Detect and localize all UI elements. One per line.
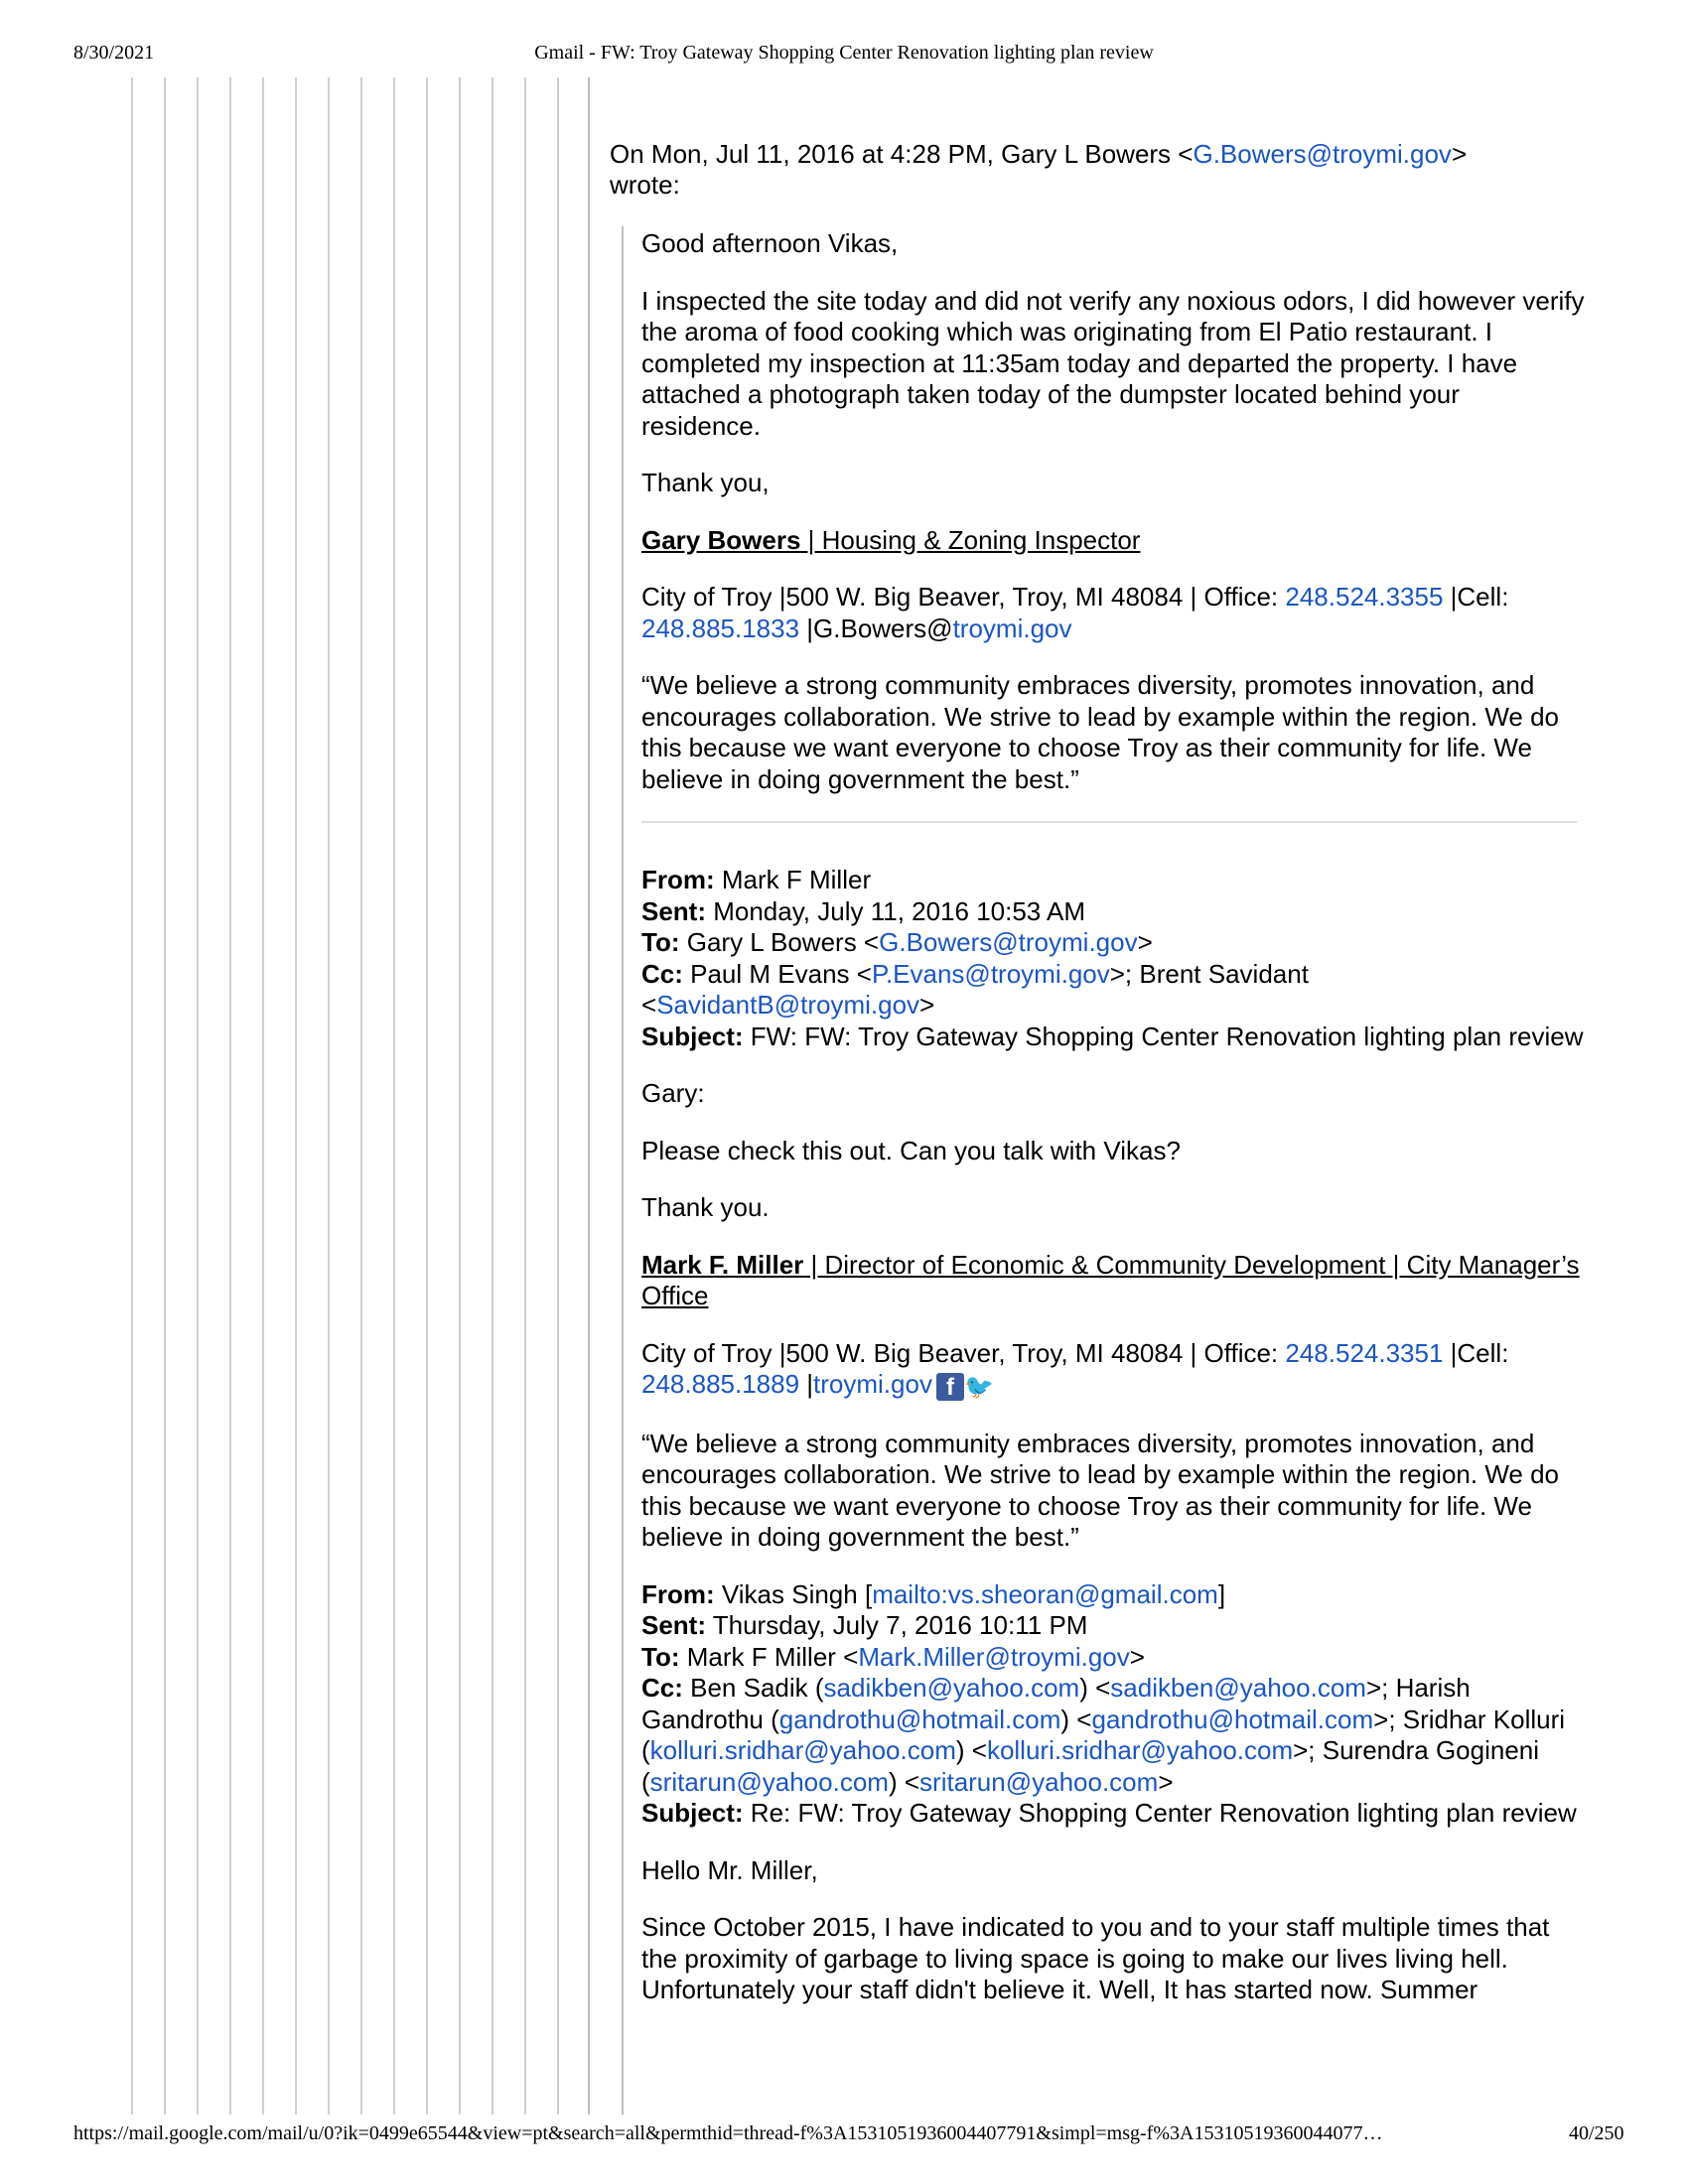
miller-from-value: Mark F Miller [714,865,872,894]
singh-cc-email-link[interactable]: sritarun@yahoo.com [649,1766,889,1797]
singh-cc-email-link[interactable]: gandrothu@hotmail.com [1091,1704,1374,1734]
miller-cell-phone-link[interactable]: 248.885.1889 [641,1369,800,1399]
quote-line [328,77,330,2115]
singh-to-email-link[interactable]: Mark.Miller@troymi.gov [858,1641,1130,1672]
miller-cc-email2-link[interactable]: SavidantB@troymi.gov [656,990,920,1020]
miller-salutation: Gary: [641,1078,705,1108]
singh-subject-value: Re: FW: Troy Gateway Shopping Center Renovation lighting plan review [743,1798,1577,1828]
social-icons [936,1371,994,1403]
quote-line [524,77,526,2115]
miller-to-label: To: [641,927,680,957]
miller-from-label: From: [641,865,715,894]
attribution-suffix: > [1451,139,1468,169]
miller-office-phone-link[interactable]: 248.524.3351 [1285,1337,1444,1368]
singh-sent-value: Thursday, July 7, 2016 10:11 PM [706,1610,1088,1640]
singh-cc-close: > [1158,1766,1174,1797]
singh-salutation: Hello Mr. Miller, [641,1854,818,1885]
quote-line [360,77,362,2115]
singh-cc-text: ) < [1079,1673,1111,1703]
bowers-address: City of Troy |500 W. Big Beaver, Troy, MI 48084 | Office: [641,582,1286,612]
miller-motto: “We believe a strong community embraces diversity, promotes innovation, and encourages collaboration. We strive to lead by example within the region. We do this because we want everyone to choose Troy as their community for life. We believe in doing government the best.” [641,1428,1560,1552]
singh-from-label: From: [641,1578,715,1609]
facebook-icon[interactable]: f [936,1373,964,1401]
singh-to-close: > [1129,1641,1145,1672]
miller-cell-label: |Cell: [1443,1337,1509,1368]
miller-cc-name1: Paul M Evans < [682,958,872,989]
miller-cc-close: > [919,990,935,1020]
singh-to-name: Mark F Miller < [679,1641,859,1672]
singh-sent-label: Sent: [641,1610,706,1640]
bowers-email-domain-link[interactable]: troymi.gov [952,613,1072,643]
miller-sig-title: | Director of Economic & Community Development | City Manager’s Office [641,1249,1580,1310]
singh-from-close: ] [1217,1578,1226,1609]
miller-address: City of Troy |500 W. Big Beaver, Troy, MI 48084 | Office: [641,1337,1286,1368]
singh-to-label: To: [641,1641,680,1672]
bowers-greeting: Good afternoon Vikas, [641,228,899,258]
bowers-email-prefix: |G.Bowers@ [799,613,953,643]
miller-to-name: Gary L Bowers < [679,927,880,957]
attribution-wrote: wrote: [610,170,680,200]
page-number: 40/250 [1569,2122,1624,2144]
miller-website-link[interactable]: troymi.gov [813,1369,932,1399]
attribution-email-link[interactable]: G.Bowers@troymi.gov [1193,139,1452,169]
quote-line [459,77,461,2115]
singh-cc-text: ) < [1060,1704,1092,1734]
attribution [610,139,1563,201]
print-date: 8/30/2021 [73,42,155,64]
singh-cc-email-link[interactable]: sadikben@yahoo.com [823,1673,1080,1703]
singh-cc-email-link[interactable]: sritarun@yahoo.com [919,1766,1159,1797]
singh-cc-email-link[interactable]: kolluri.sridhar@yahoo.com [986,1735,1294,1765]
miller-subject-value: FW: FW: Troy Gateway Shopping Center Renovation lighting plan review [743,1021,1584,1051]
bowers-motto: “We believe a strong community embraces diversity, promotes innovation, and encourages collaboration. We strive to lead by example within the region. We do this because we want everyone to choose Troy as their community for life. We believe in doing government the best.” [641,670,1560,794]
miller-cc-sep: >; Brent Savidant < [641,958,1309,1020]
bowers-thanks: Thank you, [641,468,770,497]
bowers-cell-phone-link[interactable]: 248.885.1833 [641,613,800,643]
quote-line [588,77,590,2115]
singh-subject-label: Subject: [641,1798,744,1828]
singh-cc-text: >; Harish Gandrothu ( [641,1673,1471,1734]
quote-line [295,77,297,2115]
singh-headers [641,1579,1585,1830]
miller-cc-label: Cc: [641,958,683,989]
print-url: https://mail.google.com/mail/u/0?ik=0499e65544&view=pt&search=all&permthid=thread-f%3A1531051936004407791&simpl=msg-f%3A15310519360044077… [73,2122,1383,2144]
bowers-body: I inspected the site today and did not verify any noxious odors, I did however verify the aroma of food cooking which was originating from El Patio restaurant. I completed my inspection at 11:35am today and departed the property. I have attached a photograph taken today of the dumpster located behind your residence. [641,285,1585,441]
attribution-prefix: On Mon, Jul 11, 2016 at 4:28 PM, Gary L Bowers < [610,139,1194,169]
miller-contact [641,1338,1585,1403]
singh-cc-text: >; Sridhar Kolluri ( [641,1704,1566,1765]
singh-from-name: Vikas Singh [ [714,1578,873,1609]
singh-cc-text: ) < [888,1766,920,1797]
singh-cc-text: >; Surendra Gogineni ( [641,1735,1540,1797]
miller-sep: | [799,1369,814,1399]
bowers-cell-label: |Cell: [1443,582,1509,612]
bowers-sig-title: | Housing & Zoning Inspector [800,524,1141,555]
miller-cc-email1-link[interactable]: P.Evans@troymi.gov [871,958,1110,989]
miller-thanks: Thank you. [641,1192,770,1222]
miller-to-close: > [1137,927,1153,957]
bowers-sig-name: Gary Bowers [641,524,801,555]
miller-to-email-link[interactable]: G.Bowers@troymi.gov [879,927,1138,957]
miller-sig-name: Mark F. Miller [641,1249,804,1280]
quote-line [164,77,166,2115]
quote-line [197,77,199,2115]
singh-cc-text: Ben Sadik ( [682,1673,824,1703]
quote-line [622,226,624,2115]
quote-line [262,77,264,2115]
singh-cc-email-link[interactable]: sadikben@yahoo.com [1110,1673,1366,1703]
miller-sent-label: Sent: [641,895,706,926]
quoted-message [641,228,1585,2032]
miller-subject-label: Subject: [641,1021,744,1051]
quote-line [426,77,428,2115]
singh-cc-email-link[interactable]: kolluri.sridhar@yahoo.com [649,1735,956,1765]
bowers-office-phone-link[interactable]: 248.524.3355 [1285,582,1444,612]
quote-line [131,77,133,2115]
quote-line [492,77,493,2115]
miller-headers [641,865,1585,1052]
singh-from-email-link[interactable]: mailto:vs.sheoran@gmail.com [872,1578,1218,1609]
miller-sent-value: Monday, July 11, 2016 10:53 AM [706,895,1086,926]
singh-cc-label: Cc: [641,1673,683,1703]
quote-line [557,77,559,2115]
bowers-contact [641,582,1585,644]
singh-cc-text: ) < [955,1735,987,1765]
quote-line [393,77,395,2115]
miller-body: Please check this out. Can you talk with Vikas? [641,1135,1181,1165]
print-title: Gmail - FW: Troy Gateway Shopping Center Renovation lighting plan review [534,42,1154,64]
quote-line [229,77,231,2115]
singh-cc-email-link[interactable]: gandrothu@hotmail.com [778,1704,1061,1734]
singh-body: Since October 2015, I have indicated to you and to your staff multiple times that the proximity of garbage to living space is going to make our lives living hell. Unfortunately your staff didn't believe it. Well, It has started now. Summer [641,1912,1550,2004]
bowers-signature [641,525,1585,557]
miller-signature [641,1250,1585,1312]
message-separator [641,821,1577,823]
twitter-icon[interactable]: 🐦 [963,1374,994,1401]
